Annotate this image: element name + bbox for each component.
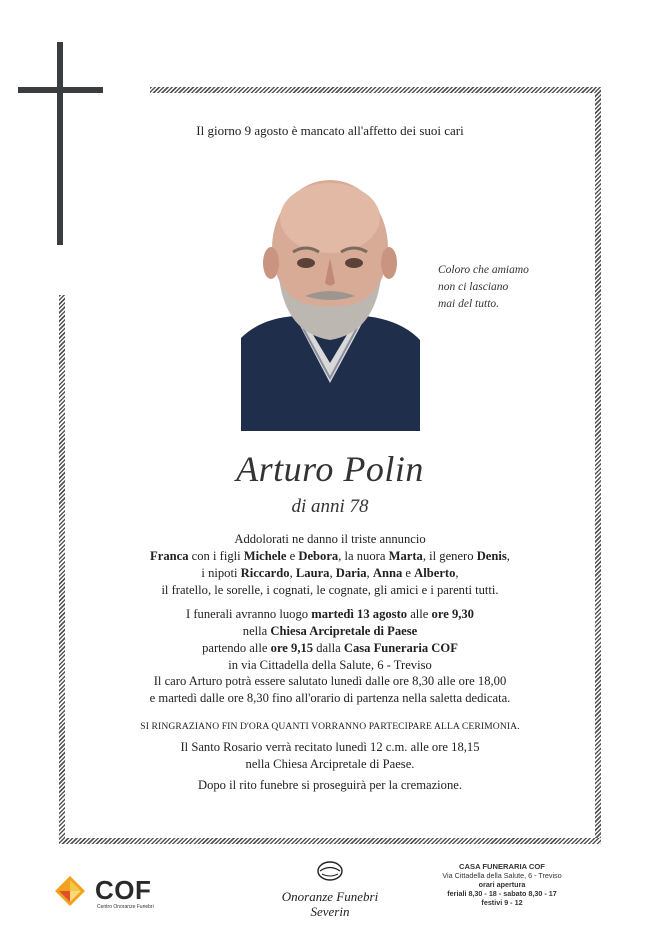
funeral-home-title: CASA FUNERARIA COF [459,862,545,871]
grandchild-name: Riccardo [240,566,290,580]
frame-border-left [59,295,65,842]
deceased-age: di anni 78 [291,496,369,517]
announcement-line: Addolorati ne danno il triste annuncio [234,532,426,546]
depart-time: ore 9,15 [270,641,314,655]
cof-logo [55,873,165,913]
funeral-address: in via Cittadella della Salute, 6 - Treviso [228,658,432,672]
text: , [329,566,336,580]
funeral-home-address: Via Cittadella della Salute, 6 - Treviso [442,871,562,880]
funeral-home-hours: feriali 8,30 - 18 - sabato 8,30 - 17 [447,889,557,898]
funeral-line [90,640,570,657]
grandchild-name: Laura [295,566,330,580]
frame-border-bottom [59,838,601,844]
funeral-time: ore 9,30 [431,607,474,621]
text: , [289,566,296,580]
visitation-line: Il caro Arturo potrà essere salutato lunedì dalle ore 8,30 alle ore 18,00 [153,674,507,688]
daughter-in-law-name: Marta [388,549,423,563]
text: dalla [313,641,344,655]
cof-logo-subtitle: Centro Onoranze Funebri [97,904,154,910]
text: I funerali avranno luogo [186,607,312,621]
frame-border-top [150,87,600,93]
announcement-line: il fratello, le sorelle, i cognati, le cognate, gli amici e i parenti tutti. [161,583,499,597]
announcement [90,531,570,599]
grandchild-name: Alberto [414,566,456,580]
text: partendo alle [202,641,271,655]
text: , [506,549,510,563]
severin-line: Severin [310,904,350,919]
text: e [286,549,299,563]
cross-icon-arm [18,87,103,93]
funeral-info [90,606,570,674]
cross-icon [57,42,63,245]
severin-emblem-icon [316,860,344,882]
visitation-info [90,673,570,707]
quote-line: non ci lasciano [438,281,509,293]
daughter-name: Debora [298,549,339,563]
text: , [455,566,459,580]
funeral-church: Chiesa Arcipretale di Paese [270,624,418,638]
rosary-line: nella Chiesa Arcipretale di Paese. [245,757,415,771]
announcement-family [90,548,570,565]
text: alle [407,607,432,621]
quote-line: mai del tutto. [438,298,500,310]
funeral-line [90,623,570,640]
text: i nipoti [201,566,241,580]
funeral-home-hours-label: orari apertura [478,880,526,889]
severin-logo [270,860,390,919]
thanks-note: SI RINGRAZIANO FIN D'ORA QUANTI VORRANNO PARTECIPARE ALLA CERIMONIA. [140,721,520,732]
deceased-name: Arturo Polin [236,449,424,489]
cof-diamond-icon [55,876,85,906]
quote [438,262,529,313]
deceased-photo [241,178,420,431]
rosary-line: Il Santo Rosario verrà recitato lunedì 12 c.m. alle ore 18,15 [180,740,480,754]
cremation-note: Dopo il rito funebre si proseguirà per la cremazione. [197,778,463,792]
text: nella [242,624,271,638]
announcement-grandchildren [90,565,570,582]
funeral-line [90,606,570,623]
funeral-home: Casa Funeraria COF [343,641,458,655]
cof-logo-text: COF [95,875,152,905]
funeral-date: martedì 13 agosto [311,607,408,621]
text: , il genero [422,549,477,563]
son-name: Michele [243,549,287,563]
wife-name: Franca [150,549,189,563]
son-in-law-name: Denis [476,549,507,563]
severin-line: Onoranze Funebri [281,889,379,904]
frame-border-right [595,87,601,842]
text: con i figli [188,549,244,563]
text: , [366,566,373,580]
visitation-line: e martedì dalle ore 8,30 fino all'orario di partenza nella saletta dedicata. [149,691,511,705]
rosary-info [90,739,570,773]
funeral-home-hours: festivi 9 - 12 [481,898,523,907]
quote-line: Coloro che amiamo [438,264,529,276]
text: , la nuora [338,549,389,563]
grandchild-name: Daria [335,566,367,580]
funeral-home-info [432,862,572,907]
grandchild-name: Anna [372,566,403,580]
intro-text: Il giorno 9 agosto è mancato all'affetto dei suoi cari [196,123,464,138]
text: e [402,566,415,580]
